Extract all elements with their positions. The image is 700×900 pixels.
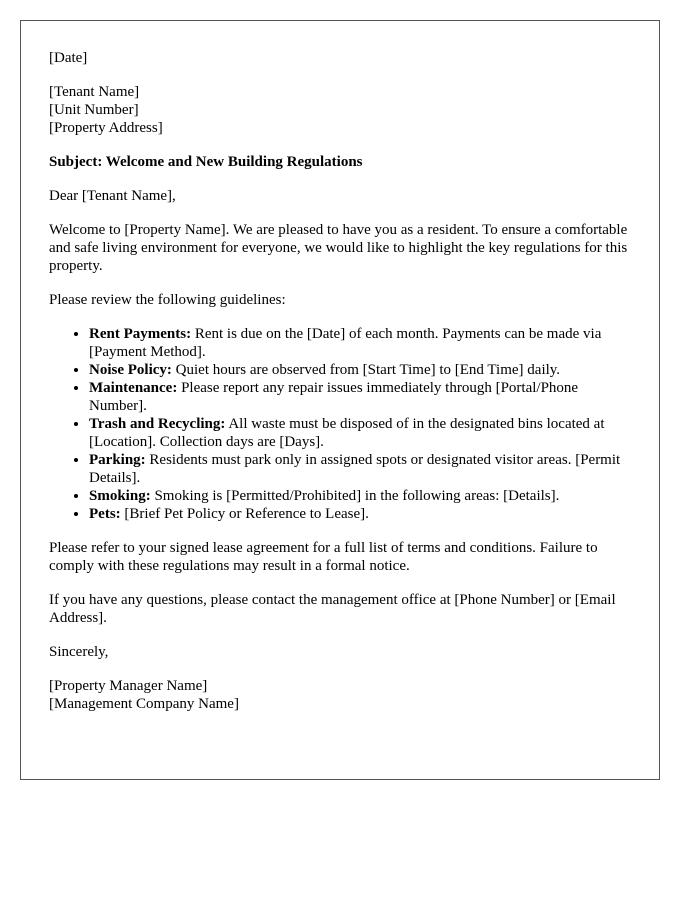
letter-subject: Subject: Welcome and New Building Regulations xyxy=(49,154,363,170)
guidelines-list xyxy=(49,325,631,523)
guideline-label: Noise Policy: xyxy=(89,362,172,378)
recipient-name: [Tenant Name] xyxy=(49,84,140,100)
guideline-label: Pets: xyxy=(89,506,121,522)
recipient-unit: [Unit Number] xyxy=(49,102,139,118)
signature-company: [Management Company Name] xyxy=(49,696,239,712)
guideline-text: Residents must park only in assigned spots or designated visitor areas. [Permit Details]. xyxy=(89,452,621,486)
guideline-label: Rent Payments: xyxy=(89,326,192,342)
letter-page xyxy=(20,20,660,780)
guideline-text: Smoking is [Permitted/Prohibited] in the following areas: [Details]. xyxy=(150,488,560,504)
guideline-text: Quiet hours are observed from [Start Time] to [End Time] daily. xyxy=(171,362,561,378)
signature-block xyxy=(49,677,631,713)
guideline-trash-recycling xyxy=(89,415,631,451)
guideline-text: All waste must be disposed of in the designated bins located at [Location]. Collection days are [Days]. xyxy=(89,416,605,450)
review-prompt: Please review the following guidelines: xyxy=(49,292,286,308)
letter-salutation: Dear [Tenant Name], xyxy=(49,188,176,204)
guideline-label: Maintenance: xyxy=(89,380,178,396)
signature-manager: [Property Manager Name] xyxy=(49,678,208,694)
guideline-pets xyxy=(89,505,631,523)
recipient-address: [Property Address] xyxy=(49,120,163,136)
guideline-smoking xyxy=(89,487,631,505)
guideline-text: [Brief Pet Policy or Reference to Lease]. xyxy=(120,506,369,522)
guideline-rent-payments xyxy=(89,325,631,361)
guideline-parking xyxy=(89,451,631,487)
letter-date: [Date] xyxy=(49,50,88,66)
guideline-noise-policy xyxy=(89,361,631,379)
lease-note: Please refer to your signed lease agreement for a full list of terms and conditions. Failure to comply with these regulations may result in a formal notice. xyxy=(49,540,598,574)
letter-intro: Welcome to [Property Name]. We are pleased to have you as a resident. To ensure a comfortable and safe living environment for everyone, we would like to highlight the key regulations for this property. xyxy=(49,222,628,274)
guideline-label: Trash and Recycling: xyxy=(89,416,226,432)
guideline-label: Parking: xyxy=(89,452,146,468)
guideline-text: Rent is due on the [Date] of each month. Payments can be made via [Payment Method]. xyxy=(89,326,602,360)
letter-closing: Sincerely, xyxy=(49,644,109,660)
guideline-label: Smoking: xyxy=(89,488,151,504)
contact-note: If you have any questions, please contact the management office at [Phone Number] or [Email Address]. xyxy=(49,592,616,626)
recipient-block xyxy=(49,83,631,137)
guideline-text: Please report any repair issues immediately through [Portal/Phone Number]. xyxy=(89,380,579,414)
guideline-maintenance xyxy=(89,379,631,415)
